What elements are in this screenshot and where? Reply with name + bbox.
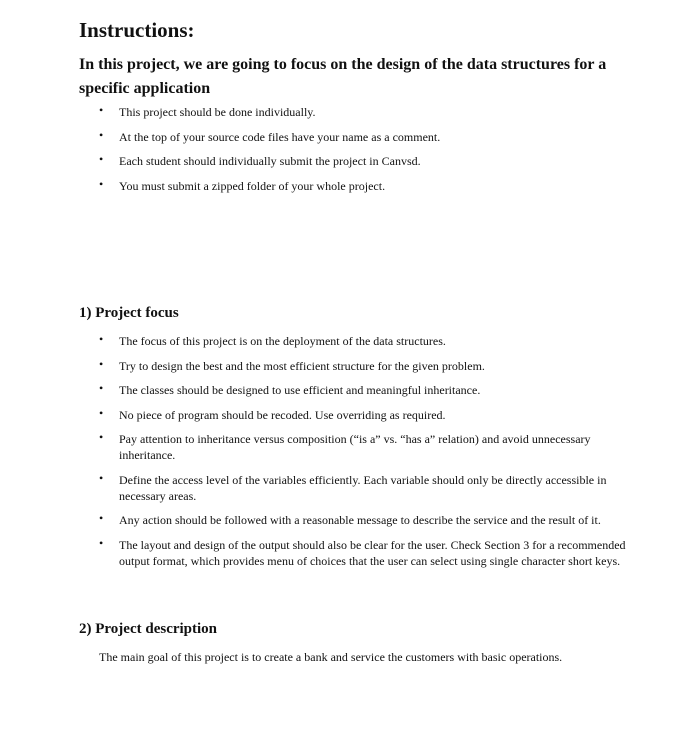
list-item (99, 382, 639, 398)
list-item (99, 431, 639, 463)
list-item (99, 333, 639, 349)
bullet-icon: • (99, 511, 104, 525)
list-item-text: This project should be done individually. (119, 105, 316, 119)
project-focus-list (99, 333, 639, 577)
bullet-icon: • (99, 152, 104, 166)
list-item-text: Pay attention to inheritance versus composition (“is a” vs. “has a” relation) and avoid unnecessary inheritance. (119, 432, 591, 462)
list-item (99, 104, 639, 120)
instructions-list (99, 104, 639, 202)
list-item-text: Try to design the best and the most efficient structure for the given problem. (119, 358, 485, 373)
bullet-icon: • (99, 332, 104, 346)
bullet-icon: • (99, 430, 104, 444)
page-title: Instructions: (79, 18, 195, 42)
list-item (99, 512, 639, 528)
list-item (99, 407, 639, 423)
list-item-text: You must submit a zipped folder of your whole project. (119, 178, 386, 193)
bullet-icon: • (99, 470, 104, 485)
list-item-text: At the top of your source code files have your name as a comment. (119, 129, 441, 144)
list-item (99, 129, 639, 145)
list-item-text: No piece of program should be recoded. Use overriding as required. (119, 407, 446, 422)
bullet-icon: • (99, 405, 104, 420)
bullet-icon: • (99, 356, 104, 371)
list-item-text: Define the access level of the variables efficiently. Each variable should only be directly accessible in necessary areas. (119, 472, 607, 503)
list-item-text: Any action should be followed with a reasonable message to describe the service and the result of it. (119, 513, 601, 527)
bullet-icon: • (99, 176, 104, 191)
bullet-icon: • (99, 381, 104, 395)
list-item-text: The focus of this project is on the deployment of the data structures. (119, 334, 446, 348)
list-item-text: The classes should be designed to use efficient and meaningful inheritance. (119, 383, 481, 397)
section-heading-project-focus: 1) Project focus (79, 305, 179, 321)
list-item-text: The layout and design of the output should also be clear for the user. Check Section 3 for a recommended output format, which provides menu of choices that the user can select using single character short keys. (119, 537, 626, 568)
bullet-icon: • (99, 535, 104, 550)
list-item (99, 153, 639, 169)
page-subtitle: In this project, we are going to focus on the design of the data structures for a specific application (79, 56, 607, 97)
list-item (99, 537, 639, 569)
bullet-icon: • (99, 127, 104, 142)
bullet-icon: • (99, 103, 104, 117)
section-heading-project-description: 2) Project description (79, 621, 218, 637)
list-item (99, 178, 639, 194)
list-item (99, 472, 639, 504)
project-description-paragraph: The main goal of this project is to create a bank and service the customers with basic operations. (99, 650, 563, 664)
list-item (99, 358, 639, 374)
list-item-text: Each student should individually submit the project in Canvsd. (119, 154, 421, 168)
